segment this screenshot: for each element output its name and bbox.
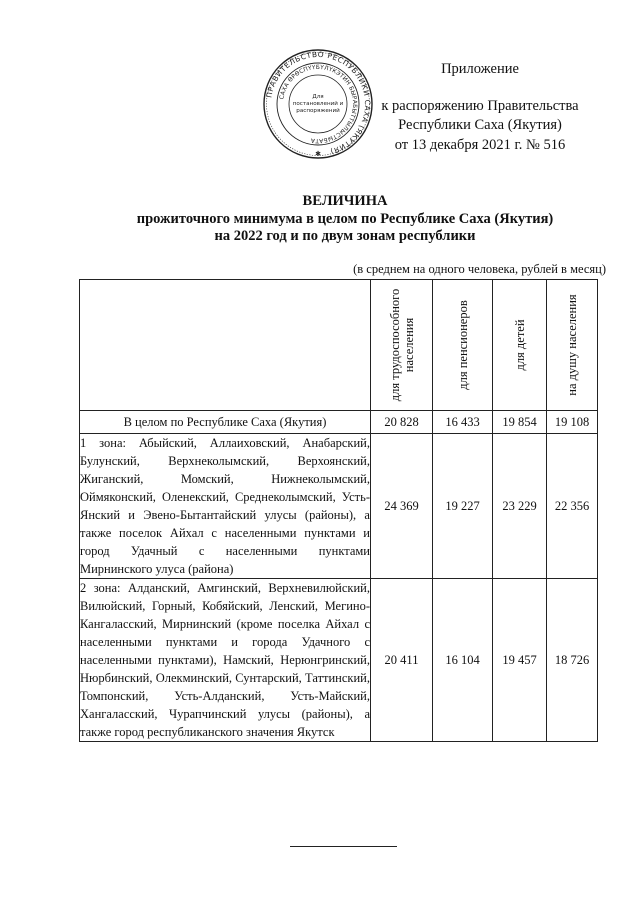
region-cell: В целом по Республике Саха (Якутия) — [80, 411, 371, 434]
table-row — [80, 411, 598, 434]
header-working-age — [371, 280, 433, 411]
header-region-cell — [80, 280, 371, 411]
heading-line-2: прожиточного минимума в целом по Республике Саха (Якутия) — [136, 210, 554, 227]
units-note: (в среднем на одного человека, рублей в месяц) — [353, 262, 606, 276]
value-cell: 20 828 — [371, 411, 433, 434]
region-cell: 1 зона: Абыйский, Аллаиховский, Анабарский, Булунский, Верхнеколымский, Верхоянский, Жиганский, Момский, Нижнеколымский, Оймяконский, Оленекский, Среднеколымский, Усть-Янский и Эвено-Бытантайский улусы (районы), а также поселок Айхал с населенными пунктами и город Удачный с населенными пунктами Мирнинского улуса (района) — [80, 434, 371, 579]
value-cell: 19 457 — [493, 579, 547, 742]
value-cell: 22 356 — [547, 434, 598, 579]
table-header-row — [80, 280, 598, 411]
header-pensioners-label: для пенсионеров — [455, 300, 470, 390]
heading-line-3: на 2022 год и по двум зонам республики — [214, 228, 476, 244]
value-cell: 23 229 — [493, 434, 547, 579]
value-cell: 16 433 — [433, 411, 493, 434]
value-cell: 19 854 — [493, 411, 547, 434]
header-per-capita-label: на душу населения — [565, 294, 579, 396]
region-cell: 2 зона: Алданский, Амгинский, Верхневилюйский, Вилюйский, Горный, Кобяйский, Ленский, Мегино-Кангаласский, Мирнинский (кроме поселка Айхал с населенными пунктами и города Удачного с населенными пунктами), Намский, Нерюнгринский, Нюрбинский, Олекминский, Сунтарский, Таттинский, Томпонский, Усть-Алданский, Усть-Майский, Хангаласский, Чурапчинский улусы (районы), а также город республиканского значения Якутск — [80, 579, 371, 742]
value-cell: 20 411 — [371, 579, 433, 742]
document-heading — [80, 193, 610, 246]
seal-center-line-3: распоряжений — [296, 108, 340, 114]
seal-outer-text: ПРАВИТЕЛЬСТВО РЕСПУБЛИКИ САХА (ЯКУТИЯ) — [264, 49, 373, 157]
heading-line-1: ВЕЛИЧИНА — [302, 193, 388, 209]
seal-inner-text: САХА ӨРӨСПҮҮБҮЛҮКЭТИН БЫРАБЫТТЫЛЫСТЫБАТА — [279, 64, 358, 144]
header-pensioners — [433, 280, 493, 411]
header-working-age-label: для трудоспособного населения — [387, 288, 416, 402]
seal-star-icon: ✱ — [315, 150, 321, 158]
appendix-line-2: Республики Саха (Якутия) — [398, 117, 562, 133]
value-cell: 19 108 — [547, 411, 598, 434]
table-row — [80, 579, 598, 742]
appendix-title: Приложение — [441, 61, 519, 77]
seal-center-line-2: постановлений и — [292, 101, 344, 107]
subsistence-minimum-table — [79, 279, 598, 742]
header-children-label: для детей — [512, 319, 527, 371]
appendix-block — [345, 60, 615, 155]
appendix-line-1: к распоряжению Правительства — [381, 97, 579, 114]
table-row — [80, 434, 598, 579]
appendix-line-3: от 13 декабря 2021 г. № 516 — [394, 136, 566, 153]
header-per-capita — [547, 280, 598, 411]
value-cell: 19 227 — [433, 434, 493, 579]
value-cell: 18 726 — [547, 579, 598, 742]
footer-rule — [290, 846, 397, 847]
seal-center-line-1: Для — [312, 94, 324, 100]
value-cell: 24 369 — [371, 434, 433, 579]
header-children — [493, 280, 547, 411]
value-cell: 16 104 — [433, 579, 493, 742]
